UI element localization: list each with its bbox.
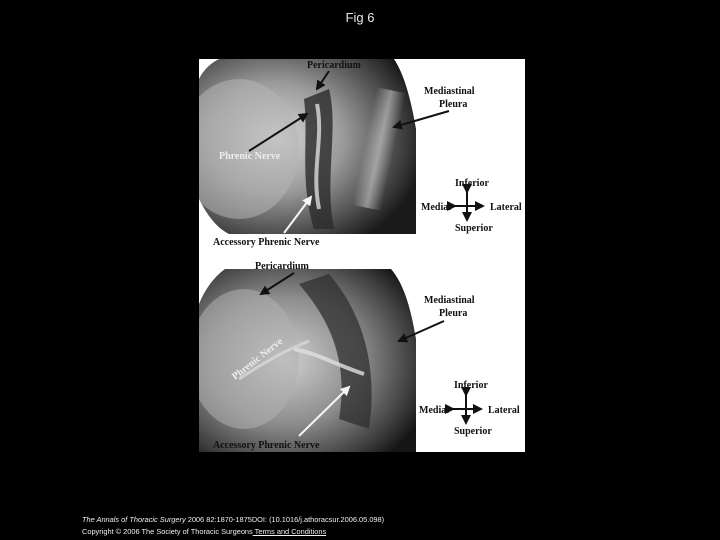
bottom-label-pleura: Pleura	[439, 308, 468, 319]
top-label-pleura: Pleura	[439, 99, 468, 110]
top-orientation-compass	[421, 178, 522, 234]
bottom-label-pericardium: Pericardium	[255, 261, 309, 272]
terms-link[interactable]: Terms and Conditions	[252, 526, 327, 536]
bottom-orient-lateral: Lateral	[488, 405, 520, 416]
citation-footer	[82, 514, 384, 537]
top-orient-medial: Medial	[421, 202, 451, 213]
copyright-line	[82, 526, 384, 538]
bottom-orient-medial: Medial	[419, 405, 449, 416]
top-label-mediastinal: Mediastinal	[424, 86, 475, 97]
bottom-orient-inferior: Inferior	[454, 380, 488, 391]
bottom-label-phrenic-nerve: Phrenic Nerve	[230, 336, 286, 383]
figure-image	[199, 59, 525, 452]
bottom-orient-superior: Superior	[454, 426, 492, 437]
copyright-text: Copyright © 2006 The Society of Thoracic Surgeons	[82, 526, 253, 536]
top-label-phrenic-nerve: Phrenic Nerve	[219, 151, 281, 162]
slide-title: Fig 6	[345, 10, 375, 25]
top-label-accessory-phrenic-nerve: Accessory Phrenic Nerve	[213, 237, 320, 248]
top-label-pericardium: Pericardium	[307, 60, 361, 71]
citation-text: 2006 82:1870-1875DOI: (10.1016/j.athoracsur.2006.05.098)	[185, 515, 385, 524]
top-endoscopic-photo	[199, 59, 416, 234]
citation-line	[82, 514, 384, 526]
top-orient-lateral: Lateral	[490, 202, 522, 213]
journal-name: The Annals of Thoracic Surgery	[82, 515, 186, 524]
bottom-label-mediastinal: Mediastinal	[424, 295, 475, 306]
bottom-orientation-compass	[419, 380, 520, 437]
top-orient-superior: Superior	[455, 223, 493, 234]
bottom-endoscopic-photo	[199, 269, 416, 452]
top-orient-inferior: Inferior	[455, 178, 489, 189]
bottom-label-accessory-phrenic-nerve: Accessory Phrenic Nerve	[213, 440, 320, 451]
